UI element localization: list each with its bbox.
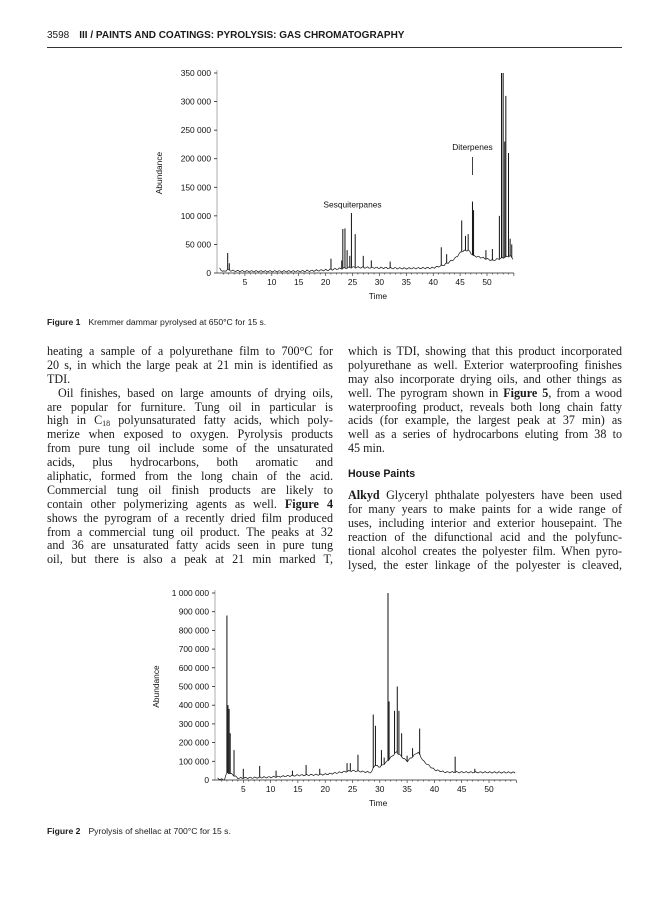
page-number: 3598 <box>47 30 70 41</box>
figure-2-caption <box>47 826 231 836</box>
text-segment: lysed, the ester linkage of the polyester is cleaved, <box>348 557 622 572</box>
text-segment: well. The pyrogram shown in <box>348 385 504 400</box>
text-line <box>47 401 333 415</box>
text-segment: Oil finishes, based on large amounts of drying oils, <box>58 385 333 400</box>
text-segment: contain other polymerizing agents as well. <box>47 496 285 511</box>
x-tick-label: 40 <box>428 277 438 287</box>
text-segment: oil, but there is also a peak at 21 min marked T, <box>47 552 333 567</box>
text-segment: and 36 are unsaturated fatty acids seen in pure tung <box>47 538 333 553</box>
y-tick-label: 0 <box>204 775 209 785</box>
chromatogram-trace <box>220 250 513 272</box>
y-tick-label: 400 000 <box>178 700 209 711</box>
y-tick-label: 150 000 <box>180 182 211 193</box>
text-segment: may also incorporate drying oils, and other things as <box>348 371 622 386</box>
text-segment: shows the pyrogram of a recently dried film produced <box>47 510 333 525</box>
x-tick-label: 15 <box>293 784 303 794</box>
bold-text: Figure 5 <box>503 385 549 400</box>
y-axis-label: Abundance <box>154 151 164 195</box>
text-line <box>348 442 622 456</box>
text-segment: , from a wood <box>548 385 622 400</box>
section-heading: House Paints <box>348 468 416 481</box>
text-line <box>348 414 622 428</box>
x-tick-label: 35 <box>402 784 412 794</box>
right-column <box>348 345 622 572</box>
x-tick-label: 30 <box>374 277 385 287</box>
figure-2-chart <box>140 580 540 820</box>
text-line <box>47 387 333 401</box>
text-line <box>348 359 622 373</box>
y-tick-label: 300 000 <box>180 96 211 107</box>
text-segment: tional alcohol creates the polyester film. When pyro- <box>348 543 622 558</box>
y-tick-label: 100 000 <box>180 210 211 221</box>
running-header <box>47 30 404 41</box>
header-title: III / PAINTS AND COATINGS: PYROLYSIS: GAS CHROMATOGRAPHY <box>79 30 405 41</box>
y-tick-label: 900 000 <box>178 606 209 617</box>
x-axis-label: Time <box>368 291 388 301</box>
text-segment: acids (for example, the largest peak at 37 min) as <box>348 413 622 428</box>
text-line <box>47 428 333 442</box>
y-tick-label: 100 000 <box>178 756 209 767</box>
text-line <box>47 359 333 373</box>
text-segment: from a commercial tung oil product. The peaks at 32 <box>47 524 333 539</box>
text-line <box>348 517 622 531</box>
text-line <box>47 484 333 498</box>
text-segment: 45 min. <box>348 441 385 456</box>
figure-1-caption <box>47 317 266 327</box>
text-line <box>348 345 622 359</box>
text-segment: acids, plus hydrocarbons, both aromatic and <box>47 455 333 470</box>
text-segment: waterproofing product, reveals both long chain fatty <box>348 399 622 414</box>
figure-2-label: Figure 2 <box>47 826 81 836</box>
text-segment: well as a series of hydrocarbons eluting from 38 to <box>348 427 622 442</box>
text-line <box>348 545 622 559</box>
subscript: 18 <box>102 419 111 429</box>
x-axis-label: Time <box>368 798 388 808</box>
text-line <box>47 442 333 456</box>
y-tick-label: 250 000 <box>180 125 211 136</box>
text-segment: 20 s, in which the large peak at 21 min is identified as <box>47 357 333 372</box>
text-segment: heating a sample of a polyurethane film to 700°C for <box>47 344 333 358</box>
x-tick-label: 40 <box>429 784 440 794</box>
bold-text: Figure 4 <box>284 496 333 511</box>
text-line <box>348 489 622 503</box>
figure-1-caption-text: Kremmer dammar pyrolysed at 650°C for 15 s. <box>88 317 267 327</box>
peak-annotation: Diterpenes <box>452 142 493 153</box>
y-tick-label: 200 000 <box>178 737 209 748</box>
x-tick-label: 20 <box>320 784 330 794</box>
x-tick-label: 50 <box>484 784 494 794</box>
text-line <box>348 428 622 442</box>
x-tick-label: 5 <box>242 277 248 287</box>
y-tick-label: 350 000 <box>180 68 211 78</box>
y-tick-label: 300 000 <box>178 718 209 729</box>
y-tick-label: 200 000 <box>180 153 211 164</box>
text-line <box>47 456 333 470</box>
text-line <box>47 470 333 484</box>
text-line <box>47 345 333 359</box>
text-line <box>348 559 622 573</box>
y-tick-label: 800 000 <box>178 625 209 636</box>
x-tick-label: 50 <box>482 277 492 287</box>
y-tick-label: 700 000 <box>178 644 209 655</box>
text-segment: polyunsaturated fatty acids, which poly- <box>110 413 333 428</box>
text-segment: for many years to make paints for a wide range of <box>348 502 622 517</box>
text-line <box>47 512 333 526</box>
text-line <box>47 553 333 567</box>
text-segment: Glyceryl phthalate polyesters have been used <box>379 488 622 503</box>
text-line <box>348 503 622 517</box>
x-tick-label: 25 <box>347 784 358 794</box>
text-line <box>47 498 333 512</box>
text-line <box>47 414 333 428</box>
text-segment: TDI. <box>47 371 71 386</box>
x-tick-label: 5 <box>240 784 246 794</box>
text-segment: aliphatic, formed from the long chain of the acid. <box>47 469 333 484</box>
y-axis-label: Abundance <box>151 665 161 708</box>
text-line <box>348 373 622 387</box>
figure-1-label: Figure 1 <box>47 317 81 327</box>
text-segment: from pure tung oil include some of the unsaturated <box>47 441 333 456</box>
text-segment: uses, including interior and exterior housepaint. The <box>348 515 622 530</box>
x-tick-label: 10 <box>267 277 277 287</box>
bold-text: Alkyd <box>348 488 380 503</box>
text-line <box>47 373 333 387</box>
text-segment: are popular for furniture. Tung oil in particular is <box>47 399 333 414</box>
chromatogram-trace <box>218 752 516 780</box>
text-line <box>47 526 333 540</box>
figure-1-chart <box>140 60 540 310</box>
x-tick-label: 10 <box>265 784 276 794</box>
text-segment: high in C <box>47 413 103 428</box>
x-tick-label: 45 <box>455 277 465 287</box>
header-rule <box>47 47 622 48</box>
text-segment: which is TDI, showing that this product incorporated <box>348 344 622 358</box>
y-tick-label: 1 000 000 <box>171 588 209 598</box>
x-tick-label: 30 <box>375 784 385 794</box>
y-tick-label: 50 000 <box>185 239 211 250</box>
text-segment: Commercial tung oil finish products are likely to <box>47 482 333 497</box>
peak-annotation: Sesquiterpanes <box>323 199 382 210</box>
x-tick-label: 15 <box>294 277 304 287</box>
x-tick-label: 20 <box>320 277 331 287</box>
y-tick-label: 600 000 <box>178 662 209 673</box>
y-tick-label: 0 <box>206 268 211 278</box>
figure-2-caption-text: Pyrolysis of shellac at 700°C for 15 s. <box>88 826 231 836</box>
text-segment: polyurethane as well. Exterior waterproofing finishes <box>348 357 622 372</box>
text-line <box>47 539 333 553</box>
text-line <box>348 401 622 415</box>
text-segment: merize when exposed to oxygen. Pyrolysis products <box>47 427 333 442</box>
x-tick-label: 35 <box>401 277 411 287</box>
text-line <box>348 387 622 401</box>
y-tick-label: 500 000 <box>178 681 209 692</box>
left-column <box>47 345 333 567</box>
x-tick-label: 45 <box>457 784 467 794</box>
x-tick-label: 25 <box>347 277 358 287</box>
text-line <box>348 531 622 545</box>
text-segment: reaction of the difunctional acid and the polyfunc- <box>348 529 622 544</box>
